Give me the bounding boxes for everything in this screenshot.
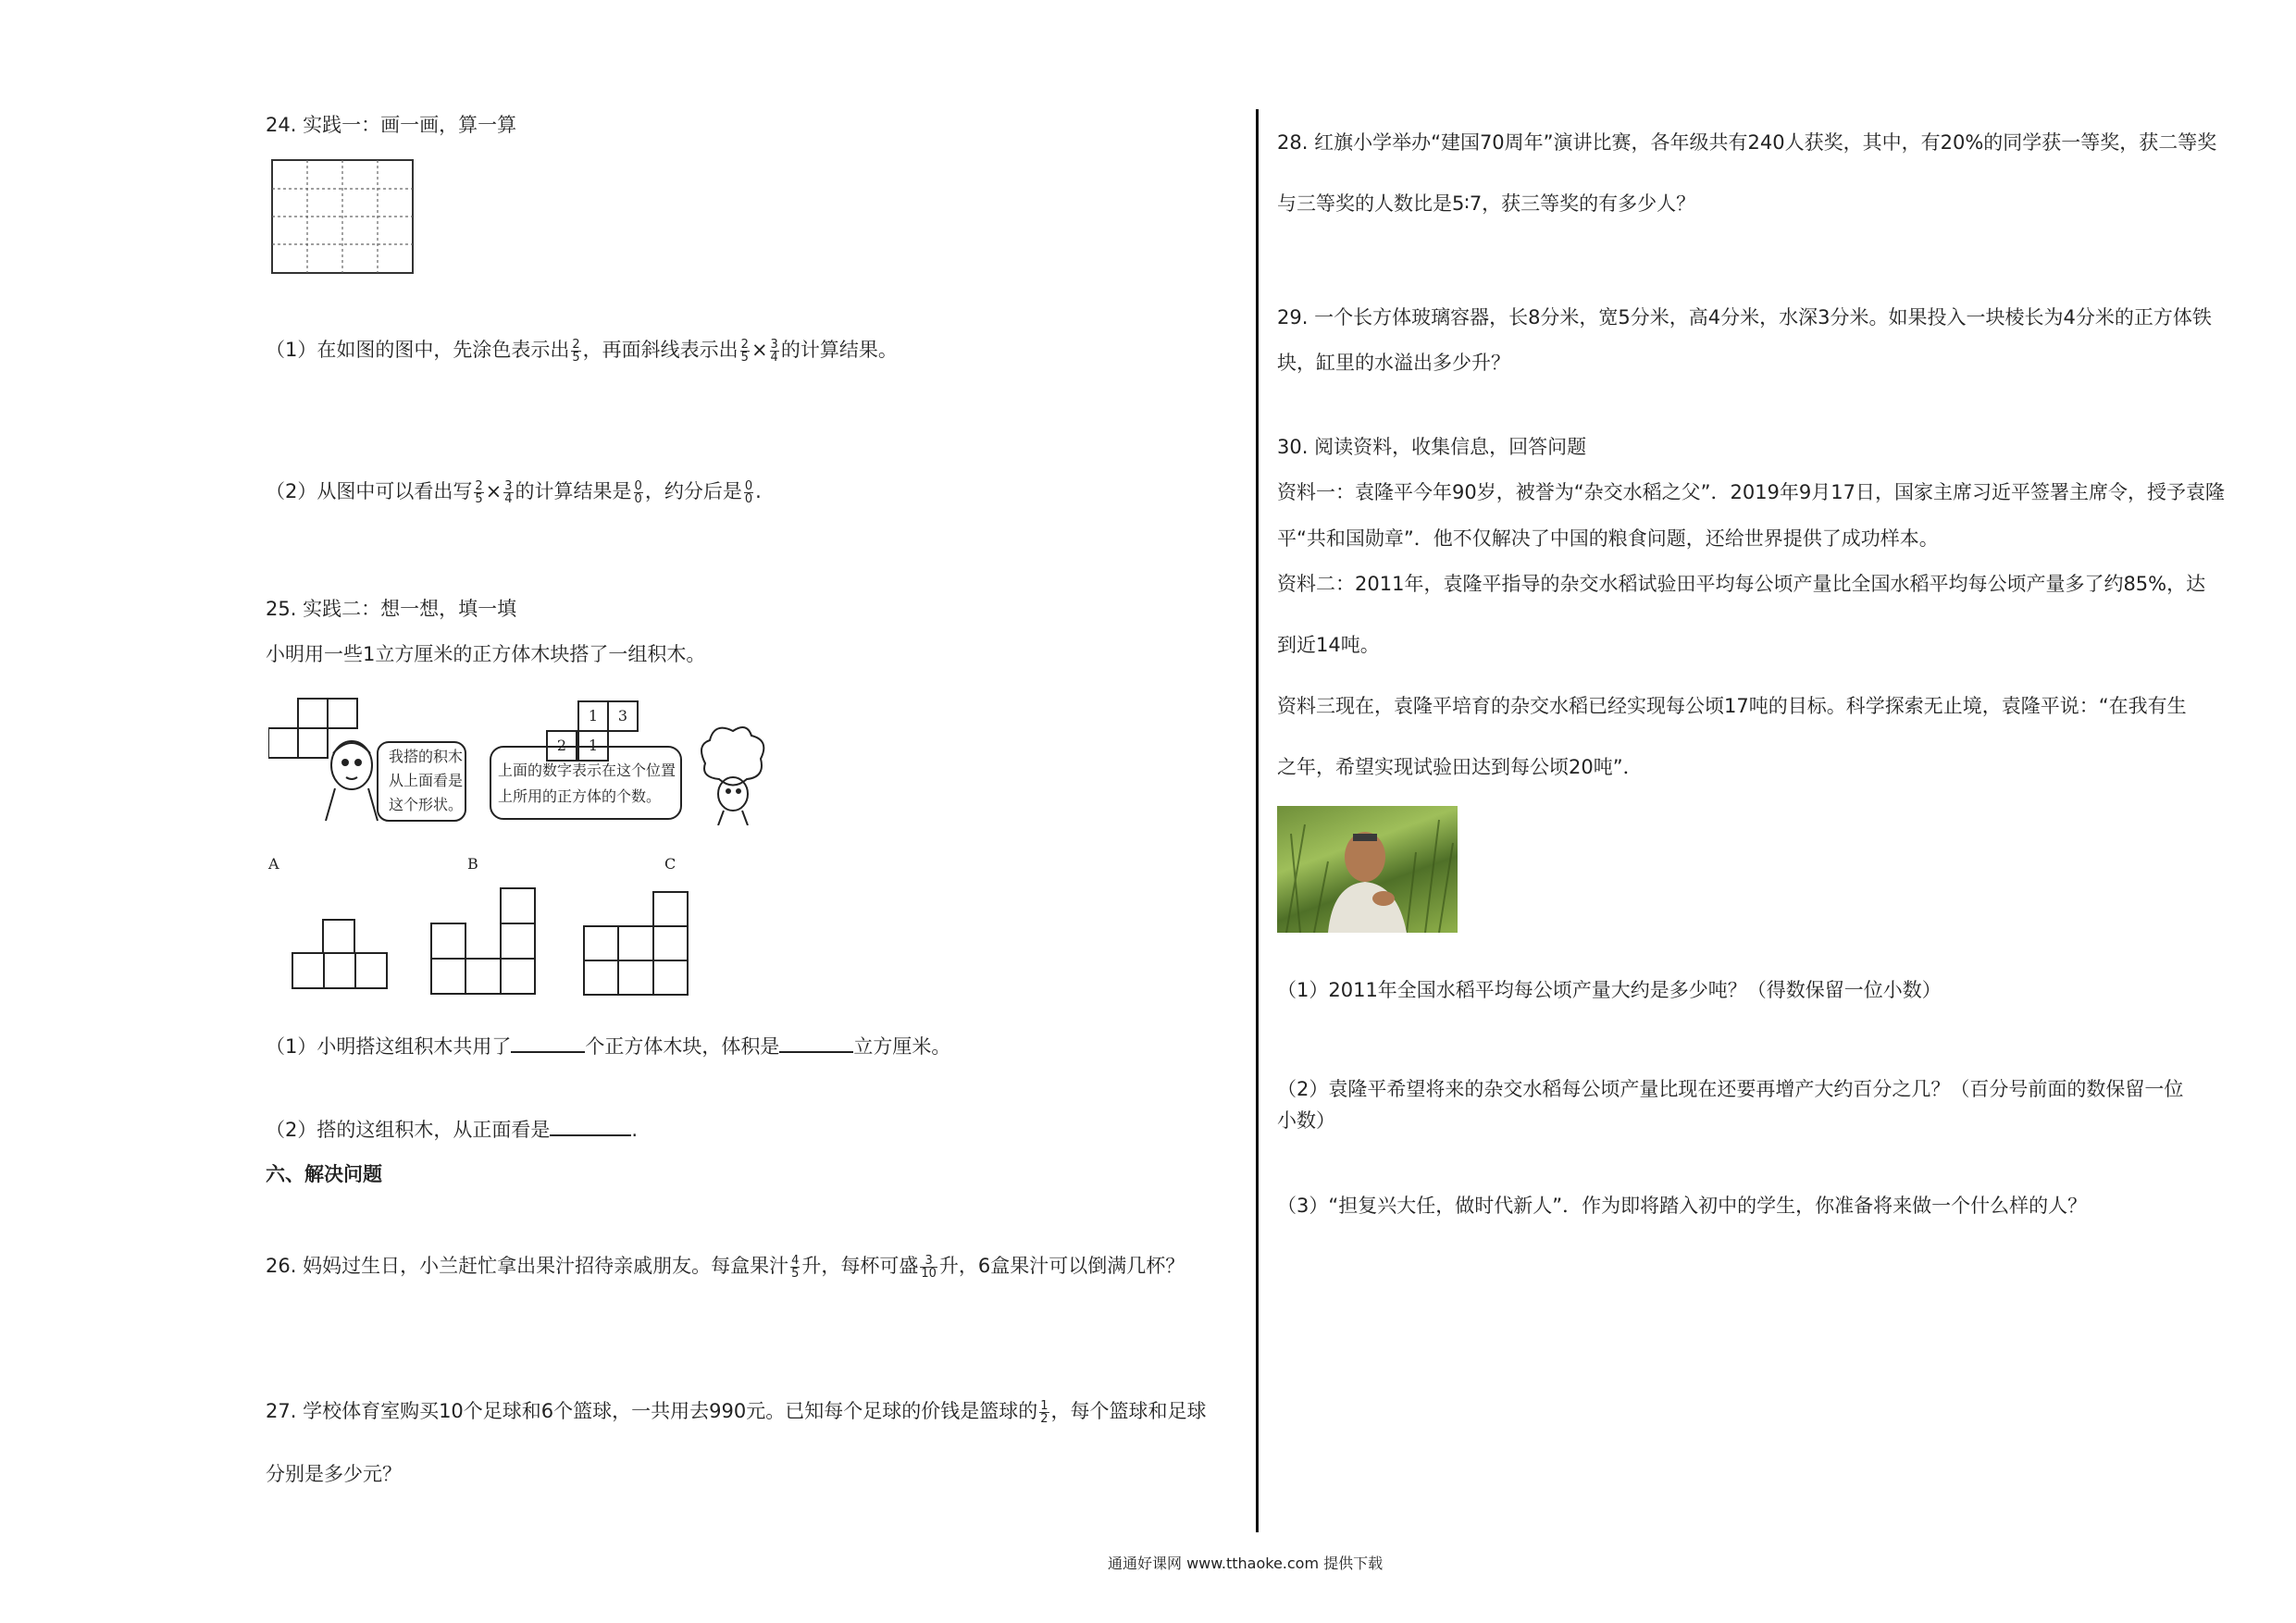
frac-denominator: 4 — [770, 350, 778, 365]
fraction-0-0-blank[interactable] — [744, 480, 753, 505]
q27-line1 — [266, 1399, 1207, 1425]
fraction-2-5 — [474, 480, 483, 505]
q25-part1 — [266, 1035, 950, 1059]
grid-cell: 3 — [607, 700, 639, 732]
q25-part2 — [266, 1118, 638, 1142]
q27-text-b: ，每个篮球和足球 — [1050, 1400, 1207, 1422]
answer-blank[interactable] — [550, 1118, 631, 1136]
q27-text-a: 27. 学校体育室购买10个足球和6个篮球，一共用去990元。已知每个足球的价钱是篮球的 — [266, 1400, 1038, 1422]
option-b-label: B — [467, 855, 478, 873]
q30-material1-line1: 资料一：袁隆平今年90岁，被誉为“杂交水稻之父”．2019年9月17日，国家主席习近平签署主席令，授予袁隆 — [1277, 481, 2226, 503]
frac-numerator: 2 — [740, 337, 749, 352]
fraction-2-5 — [571, 339, 580, 364]
q29-line2: 块，缸里的水溢出多少升？ — [1277, 352, 1510, 374]
frac-numerator: 4 — [791, 1253, 800, 1268]
frac-denominator: 10 — [921, 1266, 937, 1281]
column-divider — [1256, 109, 1259, 1532]
q29-line1: 29. 一个长方体玻璃容器，长8分米，宽5分米，高4分米，水深3分米。如果投入一块棱长为4分米的正方体铁 — [1277, 306, 2212, 328]
frac-denominator: 0 — [634, 491, 642, 506]
q30-part2-line2: 小数） — [1277, 1109, 1335, 1132]
option-a-figure[interactable] — [292, 918, 390, 992]
fraction-1-2 — [1039, 1400, 1049, 1425]
answer-blank[interactable] — [511, 1035, 585, 1053]
q25-intro: 小明用一些1立方厘米的正方体木块搭了一组积木。 — [266, 643, 706, 665]
q27-line2: 分别是多少元？ — [266, 1463, 402, 1485]
q30-title: 30. 阅读资料，收集信息，回答问题 — [1277, 436, 1587, 458]
option-c-label: C — [664, 855, 676, 873]
frac-numerator: 3 — [504, 478, 513, 493]
fraction-3-4 — [503, 480, 513, 505]
cartoon-character-icon — [696, 722, 772, 825]
photo-illustration — [1277, 806, 1458, 933]
bubble1-line2: 从上面看是 — [389, 772, 464, 789]
grid-cell: 1 — [577, 730, 609, 762]
q26-text-b: 升，每杯可盛 — [801, 1255, 919, 1277]
frac-numerator: 1 — [1040, 1398, 1049, 1413]
q30-material2-line2: 到近14吨。 — [1277, 634, 1380, 656]
q25-part1-text-c: 立方厘米。 — [853, 1035, 951, 1058]
q25-number-grid — [546, 700, 639, 760]
frac-denominator: 2 — [1040, 1411, 1049, 1426]
fraction-3-10 — [920, 1255, 937, 1280]
q24-part2-text-a: （2）从图中可以看出写 — [266, 480, 473, 502]
frac-denominator: 5 — [791, 1266, 800, 1281]
frac-numerator: 2 — [572, 337, 580, 352]
option-a-label: A — [268, 855, 279, 873]
fraction-3-4 — [770, 339, 779, 364]
grid-cell: 1 — [577, 700, 609, 732]
q30-material3-line1: 资料三现在，袁隆平培育的杂交水稻已经实现每公顷17吨的目标。科学探索无止境，袁隆平说：“在我有生 — [1277, 695, 2187, 717]
frac-numerator: 0 — [634, 478, 642, 493]
fraction-4-5 — [790, 1255, 800, 1280]
q25-part2-text-b: . — [631, 1119, 639, 1141]
q30-material1-line2: 平“共和国勋章”．他不仅解决了中国的粮食问题，还给世界提供了成功样本。 — [1277, 527, 1939, 550]
option-c-figure[interactable] — [583, 890, 690, 997]
frac-numerator: 2 — [475, 478, 483, 493]
section-six-heading: 六、解决问题 — [266, 1163, 382, 1185]
q25-part1-text-a: （1）小明搭这组积木共用了 — [266, 1035, 512, 1058]
q24-part2 — [266, 479, 762, 505]
q30-part1: （1）2011年全国水稻平均每公顷产量大约是多少吨？（得数保留一位小数） — [1277, 979, 1942, 1001]
times-sign: × — [751, 339, 768, 361]
fraction-0-0-blank[interactable] — [634, 480, 643, 505]
q26-text-a: 26. 妈妈过生日，小兰赶忙拿出果汁招待亲戚朋友。每盒果汁 — [266, 1255, 789, 1277]
frac-denominator: 5 — [475, 491, 483, 506]
bubble2-line2: 上所用的正方体的个数。 — [498, 787, 662, 805]
frac-denominator: 5 — [740, 350, 749, 365]
answer-blank[interactable] — [779, 1035, 853, 1053]
frac-denominator: 0 — [744, 491, 753, 506]
frac-denominator: 5 — [572, 350, 580, 365]
q25-part1-text-b: 个正方体木块，体积是 — [585, 1035, 780, 1058]
q24-part1-text-b: ，再面斜线表示出 — [582, 339, 738, 361]
q26-text-c: 升，6盒果汁可以倒满几杯？ — [938, 1255, 1185, 1277]
q28-line1: 28. 红旗小学举办“建国70周年”演讲比赛，各年级共有240人获奖，其中，有20%的同学获一等奖，获二等奖 — [1277, 131, 2217, 154]
frac-numerator: 0 — [744, 478, 753, 493]
q25-title: 25. 实践二：想一想，填一填 — [266, 598, 517, 620]
q24-grid-figure — [271, 159, 414, 274]
q30-material2-line1: 资料二：2011年，袁隆平指导的杂交水稻试验田平均每公顷产量比全国水稻平均每公顷产量多了约85%，达 — [1277, 573, 2206, 595]
bubble1-line3: 这个形状。 — [389, 796, 464, 813]
q24-part2-text-b: 的计算结果是 — [515, 480, 632, 502]
q24-part1-text-c: 的计算结果。 — [780, 339, 898, 361]
frac-numerator: 3 — [770, 337, 778, 352]
q24-part2-text-d: . — [755, 480, 762, 502]
fraction-2-5 — [740, 339, 750, 364]
option-b-figure[interactable] — [430, 886, 538, 996]
q24-part1-text-a: （1）在如图的图中，先涂色表示出 — [266, 339, 570, 361]
grid-cell: 2 — [546, 730, 577, 762]
times-sign: × — [485, 480, 503, 502]
q25-part2-text-a: （2）搭的这组积木，从正面看是 — [266, 1119, 551, 1141]
bubble2-line1: 上面的数字表示在这个位置 — [498, 762, 676, 779]
frac-denominator: 4 — [504, 491, 513, 506]
page-footer: 通通好课网 www.tthaoke.com 提供下载 — [1108, 1555, 1384, 1572]
q26 — [266, 1254, 1185, 1280]
q24-part1 — [266, 338, 898, 364]
q24-part2-text-c: ，约分后是 — [644, 480, 742, 502]
q28-line2: 与三等奖的人数比是5∶7，获三等奖的有多少人？ — [1277, 192, 1696, 215]
frac-numerator: 3 — [920, 1255, 937, 1268]
q30-part3: （3）“担复兴大任，做时代新人”．作为即将踏入初中的学生，你准备将来做一个什么样的人？ — [1277, 1195, 2088, 1217]
q24-title: 24. 实践一：画一画，算一算 — [266, 114, 517, 136]
yuan-longping-photo — [1277, 806, 1458, 933]
q30-part2-line1: （2）袁隆平希望将来的杂交水稻每公顷产量比现在还要再增产大约百分之几？（百分号前面的数保留一位 — [1277, 1078, 2184, 1100]
q30-material3-line2: 之年，希望实现试验田达到每公顷20吨”． — [1277, 756, 1643, 778]
bubble1-line1: 我搭的积木 — [389, 748, 464, 765]
